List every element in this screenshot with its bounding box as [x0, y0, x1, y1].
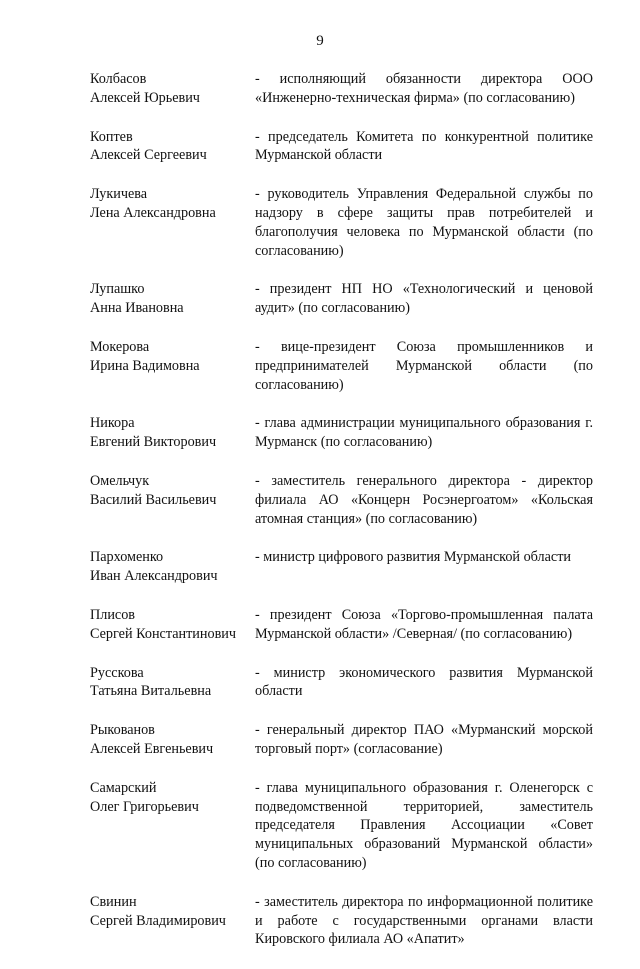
member-name: [90, 185, 255, 260]
member-surname: Пархоменко: [90, 549, 164, 566]
member-given-name: Василий Васильевич: [90, 491, 217, 508]
member-role: - министр цифрового развития Мурманской области: [255, 549, 571, 566]
member-given-name: Алексей Евгеньевич: [90, 740, 214, 757]
member-role: - заместитель директора по информационной политике и работе с государственными органами власти Кировского филиала АО «Апатит»: [255, 893, 593, 948]
member-surname: Омельчук: [90, 472, 150, 489]
member-given-name: Сергей Константинович: [90, 625, 237, 642]
member-surname: Мокерова: [90, 338, 150, 355]
member-entry: [90, 548, 593, 586]
member-role: - вице-президент Союза промышленников и предпринимателей Мурманской области (по согласованию): [255, 338, 593, 393]
member-given-name: Иван Александрович: [90, 568, 218, 585]
page-number: 9: [316, 33, 324, 49]
member-surname: Плисов: [90, 606, 136, 623]
member-given-name: Евгений Викторович: [90, 434, 217, 451]
member-entry: [90, 338, 593, 394]
member-surname: Самарский: [90, 779, 157, 796]
member-name: [90, 280, 255, 318]
member-entry: [90, 128, 593, 166]
member-role: - президент Союза «Торгово-промышленная палата Мурманской области» /Северная/ (по согласованию): [255, 606, 593, 642]
member-name: [90, 414, 255, 452]
member-surname: Русскова: [90, 664, 144, 681]
member-role: - заместитель генерального директора - директор филиала АО «Концерн Росэнергоатом» «Кольская атомная станция» (по согласованию): [255, 472, 593, 527]
member-name: [90, 70, 255, 108]
member-surname: Коптев: [90, 128, 133, 145]
member-role: - министр экономического развития Мурманской области: [255, 664, 593, 700]
member-entry: [90, 70, 593, 108]
member-given-name: Анна Ивановна: [90, 300, 184, 317]
member-surname: Рыкованов: [90, 722, 155, 739]
member-given-name: Сергей Владимирович: [90, 912, 226, 929]
member-role: - исполняющий обязанности директора ООО «Инженерно-техническая фирма» (по согласованию): [255, 71, 593, 106]
member-name: [90, 779, 255, 873]
member-name: [90, 664, 255, 702]
member-surname: Лукичева: [90, 186, 148, 203]
member-name: [90, 606, 255, 644]
member-entry: [90, 472, 593, 528]
member-entry: [90, 664, 593, 702]
member-given-name: Алексей Сергеевич: [90, 147, 207, 164]
member-given-name: Лена Александровна: [90, 204, 216, 221]
member-name: [90, 893, 255, 949]
member-name: [90, 548, 255, 586]
member-name: [90, 472, 255, 528]
member-role: - глава муниципального образования г. Оленегорск с подведомственной территорией, заместитель председателя Правления Ассоциации «Совет муниципальных образований Мурманской области» (по согласованию): [255, 779, 593, 871]
member-surname: Лупашко: [90, 281, 145, 298]
member-role: - президент НП НО «Технологический и ценовой аудит» (по согласованию): [255, 281, 593, 317]
member-role: - председатель Комитета по конкурентной политике Мурманской области: [255, 128, 593, 164]
member-role: - глава администрации муниципального образования г. Мурманск (по согласованию): [255, 415, 593, 451]
member-entry: [90, 721, 593, 759]
member-given-name: Олег Григорьевич: [90, 798, 199, 815]
member-given-name: Татьяна Витальевна: [90, 683, 212, 700]
member-entry: [90, 606, 593, 644]
member-entry: [90, 893, 593, 949]
member-entry: [90, 185, 593, 260]
member-role: - генеральный директор ПАО «Мурманский морской торговый порт» (согласование): [255, 722, 593, 757]
member-name: [90, 721, 255, 759]
member-list: [90, 70, 593, 969]
member-name: [90, 338, 255, 394]
member-surname: Колбасов: [90, 71, 147, 87]
member-entry: [90, 779, 593, 873]
member-role: - руководитель Управления Федеральной службы по надзору в сфере защиты прав потребителей и благополучия человека по Мурманской области (по согласованию): [255, 186, 593, 259]
member-entry: [90, 414, 593, 452]
member-given-name: Алексей Юрьевич: [90, 89, 200, 106]
member-entry: [90, 280, 593, 318]
member-given-name: Ирина Вадимовна: [90, 357, 200, 374]
member-name: [90, 128, 255, 166]
member-surname: Никора: [90, 415, 135, 432]
member-surname: Свинин: [90, 893, 137, 910]
